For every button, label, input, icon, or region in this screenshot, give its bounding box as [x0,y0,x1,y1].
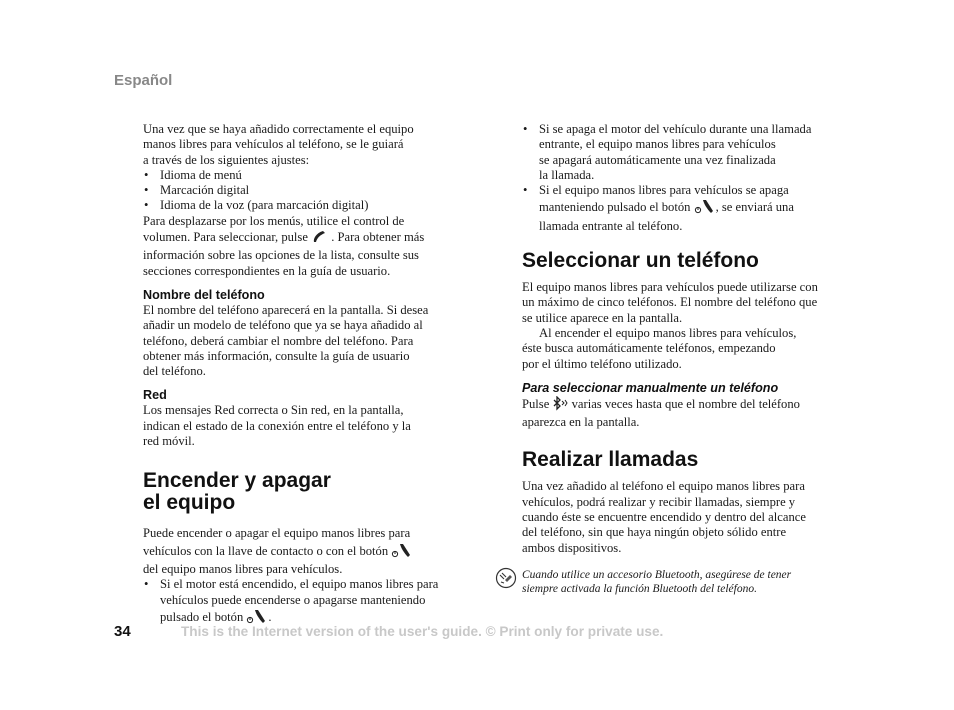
left-column [143,122,473,628]
right-column [522,122,852,597]
engine-list [522,122,852,234]
footer-note: This is the Internet version of the user's guide. © Print only for private use. [181,624,664,639]
power-call-button-icon [391,542,413,562]
language-label: Español [114,72,173,89]
bluetooth-button-icon [552,396,568,415]
power-call-button-icon [694,198,716,218]
make-calls-paragraph: Una vez añadido al teléfono el equipo manos libres para vehículos, podrá realizar y recibir llamadas, siempre y cuando éste se encuentre encendido y dentro del alcance del teléfono, sin que haya ningún objeto sólido entre ambos dispositivos. [522,479,806,555]
call-button-icon [311,229,328,248]
phone-name-paragraph: El nombre del teléfono aparecerá en la pantalla. Si desea añadir un modelo de teléfono que ya se haya añadido al teléfono, deberá cambiar el nombre del teléfono. Para obtener más información, consulte la guía de usuario del teléfono. [143,302,429,379]
select-phone-heading: Seleccionar un teléfono [522,249,759,273]
onoff-heading: Encender y apagar el equipo [143,469,331,515]
list-item: • Idioma de menú [143,168,473,183]
intro-paragraph: Una vez que se haya añadido correctamente el equipo manos libres para vehículos al teléfono, se le guiará a través de los siguientes ajustes: [143,122,414,167]
tip-note [522,568,852,597]
onoff-paragraph: Puede encender o apagar el equipo manos libres para vehículos con la llave de contacto o con el botón del equipo manos libres para vehículos. [143,526,473,577]
select-phone-paragraph: El equipo manos libres para vehículos puede utilizarse con un máximo de cinco teléfonos. El nombre del teléfono que se utilice aparece en la pantalla. Al encender el equipo manos libres para vehículos, éste busca automáticamente teléfonos, empezando por el último teléfono utilizado. [522,280,818,371]
tip-text: Cuando utilice un accesorio Bluetooth, asegúrese de tener siempre activada la función Bluetooth del teléfono. [522,568,792,596]
list-item: • Idioma de la voz (para marcación digital) [143,198,473,213]
manual-select-heading: Para seleccionar manualmente un teléfono [522,380,779,395]
list-item: • Marcación digital [143,183,473,198]
list-item: • Si el equipo manos libres para vehículos se apaga manteniendo pulsado el botón , se enviará una llamada entrante al teléfono. [522,183,852,234]
list-item: • Si el motor está encendido, el equipo manos libres para vehículos puede encenderse o apagarse manteniendo pulsado el botón . [143,577,473,628]
onoff-list [143,577,473,628]
phone-name-heading: Nombre del teléfono [143,287,265,302]
settings-list [143,168,473,214]
tip-icon [495,567,517,594]
list-item: • Si se apaga el motor del vehículo durante una llamada entrante, el equipo manos libres para vehículos se apagará automáticamente una vez finalizada la llamada. [522,122,852,183]
navigation-paragraph: Para desplazarse por los menús, utilice el control de volumen. Para seleccionar, pulse . Para obtener más información sobre las opciones de la lista, consulte sus secciones correspondientes en la guía de usuario. [143,213,425,278]
page-number: 34 [114,623,131,640]
manual-select-paragraph: Pulse varias veces hasta que el nombre del teléfono aparezca en la pantalla. [522,396,800,430]
network-paragraph: Los mensajes Red correcta o Sin red, en la pantalla, indican el estado de la conexión entre el teléfono y la red móvil. [143,403,411,449]
network-heading: Red [143,388,167,403]
make-calls-heading: Realizar llamadas [522,448,699,472]
